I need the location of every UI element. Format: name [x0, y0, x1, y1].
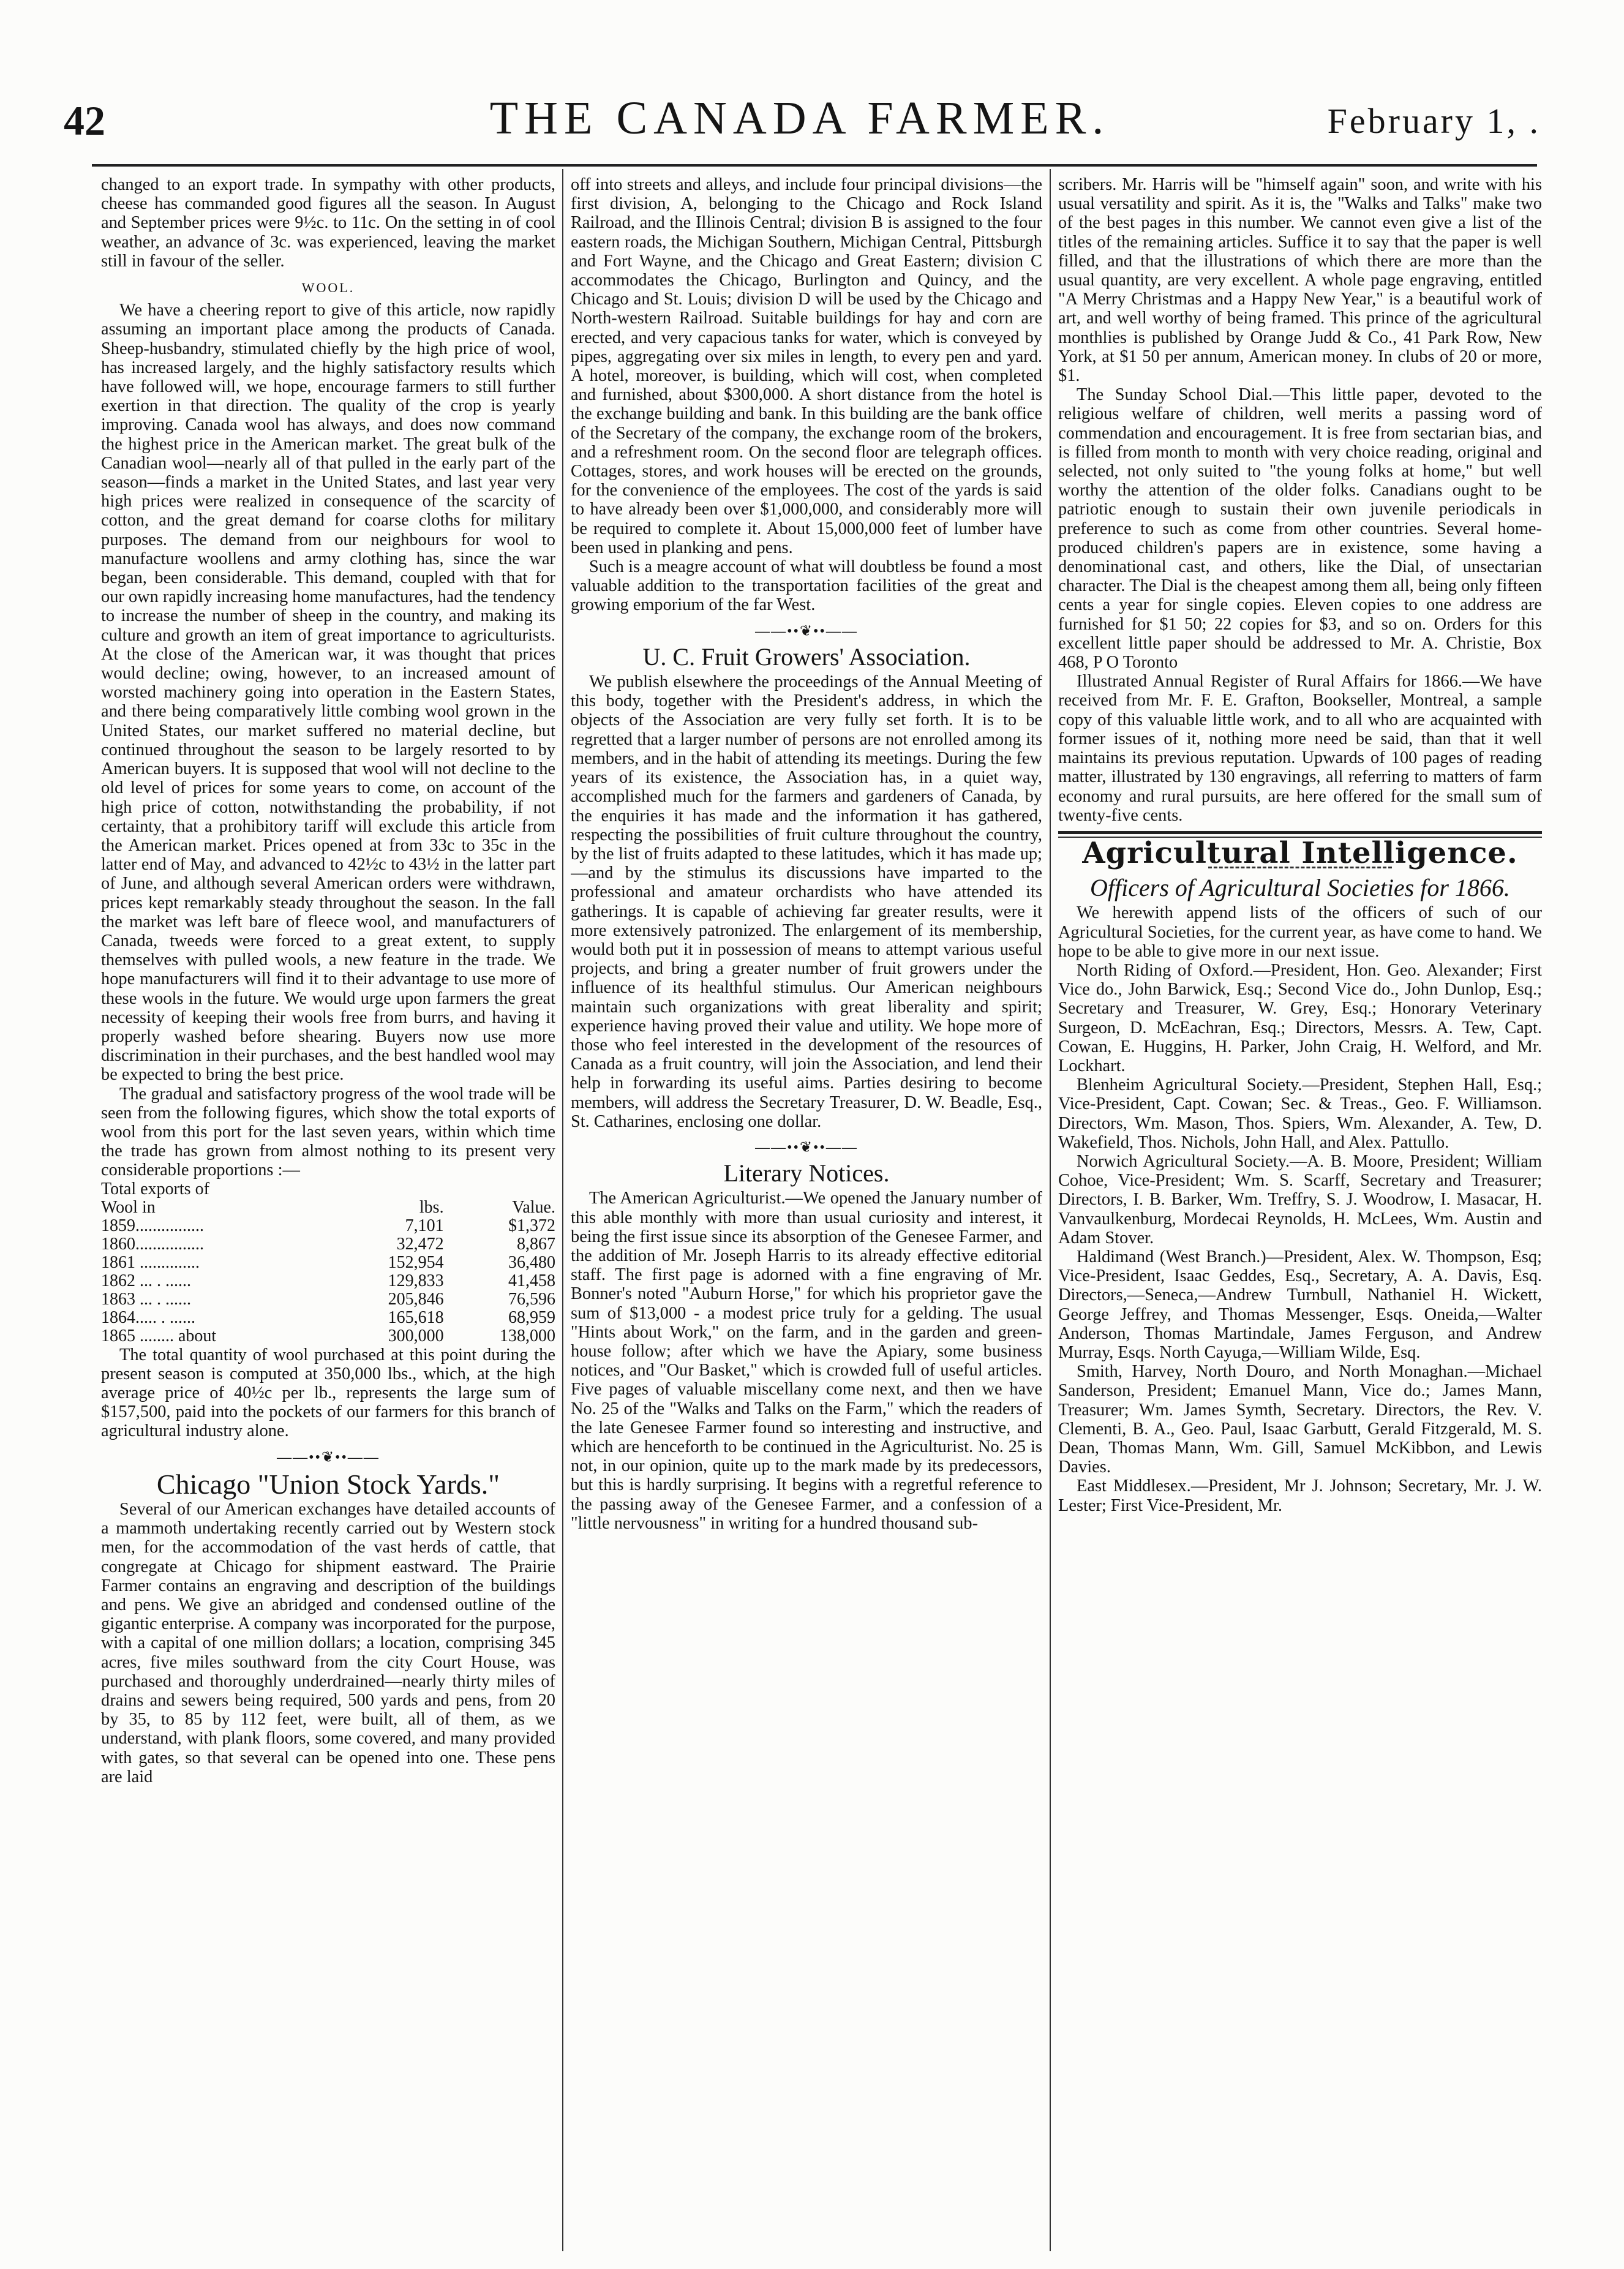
ornament-divider: ——••❦••—— [755, 623, 858, 639]
section-subheading: WOOL. [301, 280, 355, 296]
column-divider [1050, 169, 1051, 2251]
table-cell: 1862 ... . ...... [101, 1271, 191, 1290]
table-cell: 32,472 [396, 1234, 444, 1254]
table-row [101, 1235, 555, 1254]
table-header: Wool in [101, 1197, 156, 1217]
table-row [101, 1290, 555, 1309]
society-entry: North Riding of Oxford.—President, Hon. Geo. Alexander; First Vice do., John Barwick, Esq.; Second Vice do., John Dunlop, Esq.; Secretary and Treasurer, W. Grey, Esq.; Honorary Veterinary Surgeon, D. McEachran, Esq.; Directors, Messrs. A. Tew, Capt. Cowan, E. Huggins, H. Parker, John Craig, H. Welford, and Mr. Lockhart. [1058, 960, 1542, 1075]
paragraph: changed to an export trade. In sympathy with other products, cheese has commanded good figures all the season. In August and September prices were 9½c. to 11c. On the setting in of cool weather, an advance of 3c. was experienced, leaving the market still in favour of the seller. [101, 175, 555, 271]
paragraph: The total quantity of wool purchased at this point during the present season is computed at 350,000 lbs., which, at the high average price of 40½c per lb., represents the large sum of $157,500, paid into the pockets of our farmers for this branch of agricultural industry alone. [101, 1345, 555, 1441]
table-cell: 1863 ... . ...... [101, 1289, 191, 1309]
table-cell: 165,618 [388, 1308, 444, 1327]
table-cell: 1865 ........ about [101, 1326, 217, 1345]
article-heading: Officers of Agricultural Societies for 1866. [1090, 874, 1510, 902]
article-heading: U. C. Fruit Growers' Association. [642, 642, 971, 671]
table-cell: 1860................ [101, 1234, 204, 1254]
table-cell: 7,101 [405, 1216, 444, 1235]
column-2 [571, 175, 1042, 2257]
table-cell: 205,846 [388, 1289, 444, 1309]
table-cell: 1859................ [101, 1216, 204, 1235]
paragraph: We publish elsewhere the proceedings of the Annual Meeting of this body, together with the President's address, in which the objects of the Association are very fully set forth. It is to be regretted that a larger number of persons are not enrolled among its members, and in the habit of attending its meetings. During the few years of its existence, the Association has, in a quiet way, accomplished much for the farmers and gardeners of Canada, by the enquiries it has made and the information it has gathered, respecting the possibilities of fruit culture throughout the country, by the list of fruits adapted to these latitudes, which it has made up;—and by the stimulus its discussions have imparted to the professional and amateur orchardists who have attended its gatherings. It is capable of achieving far greater results, were it more extensively patronized. The enlargement of its membership, would both put it in possession of means to attempt various useful projects, and bring a greater number of fruit growers under the influence of its healthful stimulus. Our American neighbours maintain such organizations with great liberality and spirit; experience having proved their value and utility. We hope more of those who feel interested in the development of the resources of Canada as a fruit country, will join the Association, and lend their help in forwarding its useful aims. Parties desiring to become members, will address the Secretary Treasurer, D. W. Beadle, Esq., St. Catharines, enclosing one dollar. [571, 672, 1042, 1131]
article-heading: Literary Notices. [723, 1159, 890, 1187]
paragraph: Several of our American exchanges have detailed accounts of a mammoth undertaking recently carried out by Western stock men, for the accommodation of the vast herds of cattle, that congregate at Chicago for shipment eastward. The Prairie Farmer contains an engraving and description of the buildings and pens. We give an abridged and condensed outline of the gigantic enterprise. A company was incorporated for the purpose, with a capital of one million dollars; a location, comprising 345 acres, five miles southward from the city Court House, was purchased and thoroughly underdrained—nearly thirty miles of drains and sewers being required, 500 yards and pens, from 20 by 35, to 85 by 112 feet, were built, all of them, as we understand, with plank floors, some covered, and many provided with gates, so that several can be opened into one. These pens are laid [101, 1499, 555, 1786]
table-row [101, 1272, 555, 1290]
table-cell: 41,458 [508, 1271, 555, 1290]
wool-exports-table [101, 1180, 555, 1345]
paragraph: off into streets and alleys, and include four principal divisions—the first division, A, belonging to the Chicago and Rock Island Railroad, and the Illinois Central; division B is assigned to the four eastern roads, the Michigan Southern, Michigan Central, Pittsburgh and Fort Wayne, and the Chicago and Great Eastern; division C accommodates the Chicago, Burlington and Quincy, and the Chicago and St. Louis; division D will be used by the Chicago and North-western Railroad. Suitable buildings for hay and corn are erected, and very capacious tanks for water, which is conveyed by pipes, aggregating over six miles in length, to every pen and yard. A hotel, moreover, is building, which will cost, when completed and furnished, about $300,000. A short distance from the hotel is the exchange building and bank. In this building are the bank office of the Secretary of the company, the exchange room of the brokers, and a refreshment room. On the second floor are telegraph offices. Cottages, stores, and work houses will be erected on the grounds, for the convenience of the employees. The cost of the yards is said to have already been over $1,000,000, and considerably more will be required to complete it. About 15,000,000 feet of lumber have been used in planking and pens. [571, 175, 1042, 557]
header-rule [92, 164, 1537, 167]
ornament-divider: ——••❦••—— [755, 1139, 858, 1156]
issue-date: February 1, . [1327, 101, 1541, 141]
masthead-title: THE CANADA FARMER. [489, 92, 1110, 144]
paragraph: The gradual and satisfactory progress of the wool trade will be seen from the following figures, which show the total exports of wool from this port for the last seven years, within which time the trade has grown from almost nothing to its present very considerable proportions :— [101, 1084, 555, 1180]
paragraph: Such is a meagre account of what will doubtless be found a most valuable addition to the transportation facilities of the great and growing emporium of the far West. [571, 557, 1042, 615]
paragraph: scribers. Mr. Harris will be "himself again" soon, and write with his usual versatility and spirit. As it is, the "Walks and Talks" make two of the best pages in this number. We cannot even give a list of the titles of the remaining articles. Suffice it to say that the paper is well filled, and that the illustrations of which there are more than the usual quantity, are very excellent. A whole page engraving, entitled "A Merry Christmas and a Happy New Year," is a beautiful work of art, and well worthy of being framed. This prince of the agricultural monthlies is published by Orange Judd & Co., 41 Park Row, New York, at $1 50 per annum, American money. In clubs of 20 or more, $1. [1058, 175, 1542, 386]
table-cell: 152,954 [388, 1252, 444, 1272]
society-entry: East Middlesex.—President, Mr J. Johnson; Secretary, Mr. J. W. Lester; First Vice-President, Mr. [1058, 1477, 1542, 1515]
paragraph: The American Agriculturist.—We opened the January number of this able monthly with more than usual curiosity and interest, it being the first issue since its absorption of the Genesee Farmer, and the addition of Mr. Joseph Harris to its already effective editorial staff. The first page is adorned with a fine engraving of Mr. Bonner's noted "Auburn Horse," for which his proprietor gave the sum of $13,000 - a modest price truly for a gelding. The usual "Hints about Work," on the farm, and in the garden and green-house follow; after which we have the Apiary, some business notices, and "Our Basket," which is crowded full of useful articles. Five pages of valuable miscellany come next, and then we have No. 25 of the "Walks and Talks on the Farm," which the readers of the late Genesee Farmer found so interesting and instructive, and which are henceforth to be continued in the Agriculturist. No. 25 is not, in our opinion, quite up to the mark made by its predecessors, but this is hardly surprising. It begins with a regretful reference to the passing away of the Genesee Farmer, and a confession of a "little nervousness" in writing for a hundred thousand sub- [571, 1189, 1042, 1533]
table-cell: 8,867 [517, 1234, 555, 1254]
table-cell: 68,959 [508, 1308, 555, 1327]
table-caption: Total exports of [101, 1179, 209, 1198]
society-entry: Norwich Agricultural Society.—A. B. Moore, President; William Cohoe, Vice-President; Wm. S. Scarff, Secretary and Treasurer; Directors, I. B. Barker, Wm. Treffry, S. J. Woodrow, I. Masacar, H. Vanvaulkenburg, Mordecai Reynolds, H. McLees, Wm. Austin and Adam Stover. [1058, 1151, 1542, 1247]
section-rule [1058, 831, 1542, 834]
table-cell: 129,833 [388, 1271, 444, 1290]
society-entry: Blenheim Agricultural Society.—President, Stephen Hall, Esq.; Vice-President, Capt. Cowan; Sec. & Treas., Geo. F. Williamson. Directors, Wm. Mason, Thos. Spiers, Wm. Alexander, A. Tew, D. Wakefield, Thos. Nichols, John Hall, and Alex. Pattullo. [1058, 1075, 1542, 1152]
table-header: Value. [512, 1197, 555, 1217]
table-row [101, 1327, 555, 1345]
column-3 [1058, 175, 1542, 2257]
society-entry: Haldimand (West Branch.)—President, Alex. W. Thompson, Esq; Vice-President, Isaac Geddes, Esq., Secretary, A. A. Davis, Esq. Directors,—Seneca,—Andrew Turnbull, Nathaniel H. Wickett, George Jeffrey, and Thomas Messenger, Esqs. Oneida,—Walter Anderson, Thomas Martindale, James Ferguson, and Andrew Murray, Esqs. North Cayuga,—William Wilde, Esq. [1058, 1247, 1542, 1362]
table-cell: 138,000 [500, 1326, 555, 1345]
column-1 [101, 175, 555, 2257]
table-row [101, 1309, 555, 1327]
paragraph: The Sunday School Dial.—This little paper, devoted to the religious welfare of children, well merits a passing word of commendation and encouragement. It is free from sectarian bias, and is filled from month to month with very choice reading, original and selected, not only suited to "the young folks at home," but well worthy the attention of the older folks. Canadians ought to be patriotic enough to sustain their own juvenile periodicals in preference to such as come from other countries. Several home-produced children's papers are in existence, some having a denominational cast, and others, like the Dial, of unsectarian character. The Dial is the cheapest among them all, being only fifteen cents a year for single copies. Eleven copies to one address are furnished for $1 50; 22 copies for $3, and so on. Orders for this excellent little paper should be addressed to Mr. A. Christie, Box 468, P O Toronto [1058, 385, 1542, 672]
section-heading: Agricultural Intelligence. [1082, 835, 1518, 870]
table-cell: $1,372 [508, 1216, 555, 1235]
table-cell: 1864..... . ...... [101, 1308, 195, 1327]
paragraph: Illustrated Annual Register of Rural Affairs for 1866.—We have received from Mr. F. E. Grafton, Bookseller, Montreal, a sample copy of this valuable little work, and to all who are acquainted with former issues of it, nothing more need be said, than that it well maintains its previous reputation. Upwards of 100 pages of reading matter, illustrated by 130 engravings, all referring to matters of farm economy and rural pursuits, are here offered for the small sum of twenty-five cents. [1058, 672, 1542, 825]
table-cell: 76,596 [508, 1289, 555, 1309]
page-number: 42 [64, 97, 105, 144]
table-cell: 1861 .............. [101, 1252, 200, 1272]
column-divider [562, 169, 563, 2251]
page-header [59, 78, 1541, 152]
paragraph: We have a cheering report to give of this article, now rapidly assuming an important place among the products of Canada. Sheep-husbandry, stimulated chiefly by the high price of wool, has increased largely, and the highly satisfactory results which have followed will, we hope, encourage farmers to still further exertion in that direction. The quality of the crop is yearly improving. Canada wool has always, and does now command the highest price in the American market. The great bulk of the Canadian wool—nearly all of that pulled in the early part of the season—finds a market in the United States, and last year very high prices were realized in consequence of the scarcity of cotton, and the great demand for coarse cloths for military purposes. The demand from our neighbours for wool to manufacture woollens and army clothing has, since the war began, been considerable. This demand, coupled with that for our own rapidly increasing home manufactures, had the tendency to increase the number of sheep in the country, and making its culture and growth an item of great importance to agriculturists. At the close of the American war, it was thought that prices would decline; owing, however, to an increased amount of worsted machinery going into operation in the Eastern States, and there being comparatively little combing wool grown in the United States, our market suffered no material decline, but continued throughout the season to be largely resorted to by American buyers. It is supposed that wool will not decline to the old level of prices for some years to come, on account of the high price of cotton, notwithstanding the probability, if not certainty, that a prohibitory tariff will exclude this article from the American market. Prices opened at from 33c to 35c in the latter end of May, and advanced to 42½c to 43½ in the latter part of June, and although several American orders were withdrawn, prices kept remarkably steady throughout the season. In the fall the market was left bare of fleece wool, and manufacturers of Canada, tweeds were forced to a great extent, to supply themselves with pulled wools, a new feature in the trade. We hope manufacturers will find it to their advantage to use more of these wools in the future. We would urge upon farmers the great necessity of keeping their wools free from burrs, and having it properly washed before shearing. Buyers now use more discrimination in their purchases, and the best handled wool may be expected to bring the best price. [101, 301, 555, 1085]
table-cell: 36,480 [508, 1252, 555, 1272]
table-header: lbs. [419, 1197, 444, 1217]
table-row [101, 1217, 555, 1235]
article-heading: Chicago "Union Stock Yards." [156, 1468, 500, 1500]
ornament-divider: ——••❦••—— [277, 1449, 380, 1466]
paragraph: We herewith append lists of the officers of such of our Agricultural Societies, for the current year, as have come to hand. We hope to be able to give more in our next issue. [1058, 903, 1542, 961]
table-row [101, 1254, 555, 1272]
table-cell: 300,000 [388, 1326, 444, 1345]
society-entry: Smith, Harvey, North Douro, and North Monaghan.—Michael Sanderson, President; Emanuel Mann, Vice do.; James Mann, Treasurer; Wm. James Symth, Secretary. Directors, the Rev. V. Clementi, B. A., Geo. Paul, Isaac Garbutt, Gerald Fitzgerald, M. S. Dean, Thomas Mann, Wm. Gill, Samuel McKibbon, and Lewis Davies. [1058, 1362, 1542, 1477]
